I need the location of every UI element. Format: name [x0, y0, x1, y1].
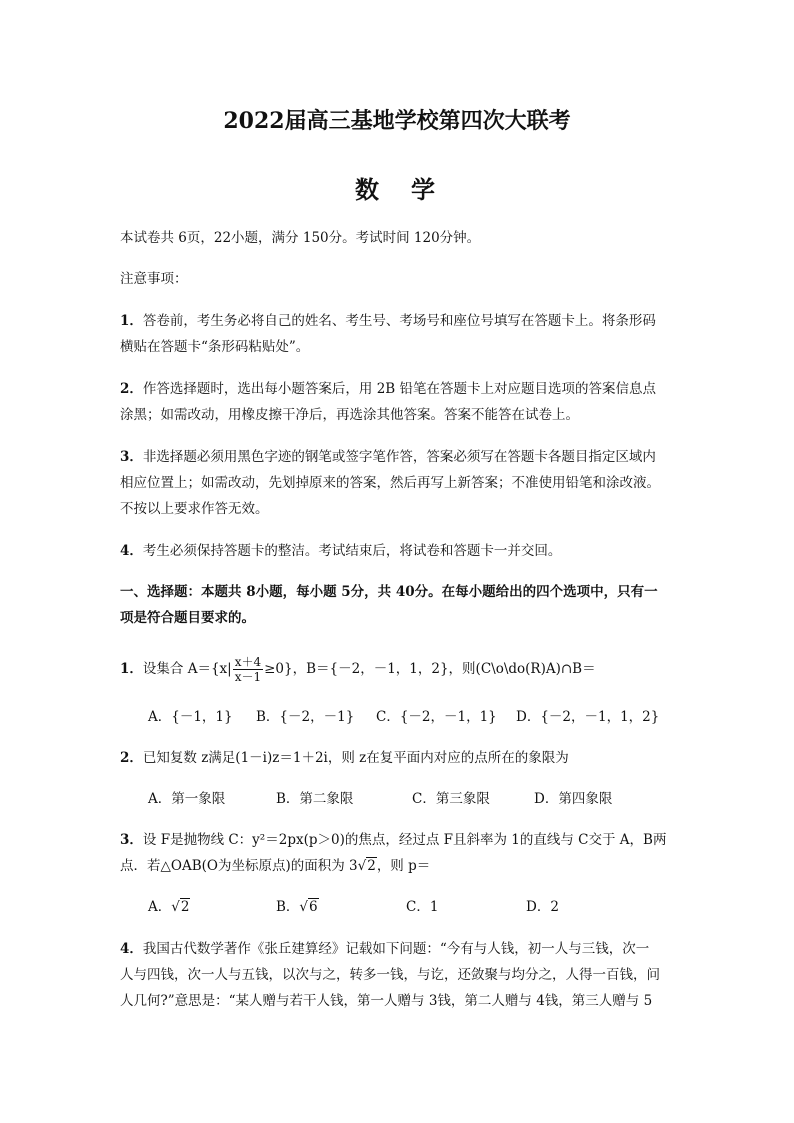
question-3-line-2 [120, 856, 430, 876]
question-2-option-c: C．第三象限 [412, 791, 490, 807]
notice-item-number: 4． [120, 543, 143, 559]
question-number: 1． [120, 661, 143, 677]
question-3-option-d: D．2 [526, 899, 559, 915]
question-1-option-c: C．{－2，－1，1} [376, 709, 497, 725]
notice-item-number: 3． [120, 449, 143, 465]
question-4-line-3: 人几何?”意思是：“某人赠与若干人钱，第一人赠与 3钱，第二人赠与 4钱，第三人赠与 5 [120, 993, 653, 1009]
question-3-line-1 [120, 830, 666, 850]
notice-item-2-line-2: 涂黑；如需改动，用橡皮擦干净后，再选涂其他答案。答案不能答在试卷上。 [120, 407, 579, 423]
fraction [233, 655, 263, 684]
question-3-option-b [276, 897, 319, 917]
section-heading-line-1: 一、选择题：本题共 8小题，每小题 5分，共 40分。在每小题给出的四个选项中，只有一 [120, 584, 658, 600]
option-label: A． [148, 899, 172, 915]
question-1-option-d: D．{－2，－1，1，2} [516, 709, 660, 725]
question-1-option-b: B．{－2，－1} [256, 709, 355, 725]
notice-item-1-line-2: 横贴在答题卡“条形码粘贴处”。 [120, 339, 310, 355]
notice-item-text: 非选择题必须用黑色字迹的钢笔或签字笔作答，答案必须写在答题卡各题目指定区域内 [142, 449, 656, 465]
question-4-text: 我国古代数学著作《张丘建算经》记载如下问题：“今有与人钱，初一人与三钱，次一 [142, 941, 650, 957]
fraction-numerator: x＋4 [234, 655, 262, 669]
intro-text: 本试卷共 6页，22小题，满分 150分。考试时间 120分钟。 [120, 230, 481, 246]
notice-item-3-line-1 [120, 447, 656, 467]
notice-item-number: 1． [120, 313, 143, 329]
subject-title: 数 学 [355, 175, 439, 204]
question-3-line-2-a: 点．若△OAB(O为坐标原点)的面积为 3 [120, 858, 358, 874]
question-2-option-d: D．第四象限 [534, 791, 613, 807]
sqrt-radicand: 2 [367, 858, 376, 874]
question-number: 4． [120, 941, 143, 957]
notice-item-3-line-3: 不按以上要求作答无效。 [120, 501, 269, 517]
question-1-prefix: 设集合 A＝{x| [142, 661, 232, 677]
question-3-line-2-b: ，则 p＝ [376, 858, 431, 874]
option-label: B． [276, 899, 300, 915]
fraction-denominator: x－1 [234, 670, 262, 684]
question-3-text: 设 F是抛物线 C：y²＝2px(p＞0)的焦点，经过点 F且斜率为 1的直线与 C交于 A，B两 [142, 832, 667, 848]
sqrt-radicand: 6 [309, 899, 318, 915]
question-2-option-a: A．第一象限 [148, 791, 226, 807]
question-3-option-a [148, 897, 190, 917]
notice-item-text: 答卷前，考生务必将自己的姓名、考生号、考场号和座位号填写在答题卡上。将条形码 [142, 313, 656, 329]
question-1-suffix: ≥0}，B＝{－2，－1，1，2}，则(C\o\do(R)A)∩B＝ [264, 661, 596, 677]
notice-heading: 注意事项： [120, 271, 188, 287]
sqrt-symbol: √ [357, 858, 367, 874]
question-number: 2． [120, 750, 143, 766]
question-4-line-1 [120, 939, 649, 959]
question-2 [120, 748, 569, 768]
question-4-line-2: 人与四钱，次一人与五钱，以次与之，转多一钱，与讫，还敛聚与均分之，人得一百钱，问 [120, 967, 660, 983]
section-heading-line-2: 项是符合题目要求的。 [120, 610, 255, 626]
notice-item-2-line-1 [120, 379, 656, 399]
notice-item-3-line-2: 相应位置上；如需改动，先划掉原来的答案，然后再写上新答案；不准使用铅笔和涂改液。 [120, 475, 660, 491]
exam-title: 2022届高三基地学校第四次大联考 [223, 108, 571, 134]
question-3-option-c: C．1 [406, 899, 439, 915]
notice-item-4-line-1 [120, 541, 561, 561]
notice-item-number: 2． [120, 381, 143, 397]
sqrt-radicand: 2 [180, 899, 190, 915]
question-1-option-a: A．{－1，1} [148, 709, 233, 725]
notice-item-text: 考生必须保持答题卡的整洁。考试结束后，将试卷和答题卡一并交回。 [142, 543, 562, 559]
sqrt-symbol: √ [299, 899, 309, 915]
notice-item-text: 作答选择题时，选出每小题答案后，用 2B 铅笔在答题卡上对应题目选项的答案信息点 [142, 381, 656, 397]
question-2-text: 已知复数 z满足(1－i)z＝1＋2i，则 z在复平面内对应的点所在的象限为 [142, 750, 569, 766]
notice-item-1-line-1 [120, 311, 656, 331]
question-number: 3． [120, 832, 143, 848]
question-2-option-b: B．第二象限 [276, 791, 354, 807]
sqrt-symbol: √ [171, 899, 180, 915]
question-1 [120, 652, 596, 686]
